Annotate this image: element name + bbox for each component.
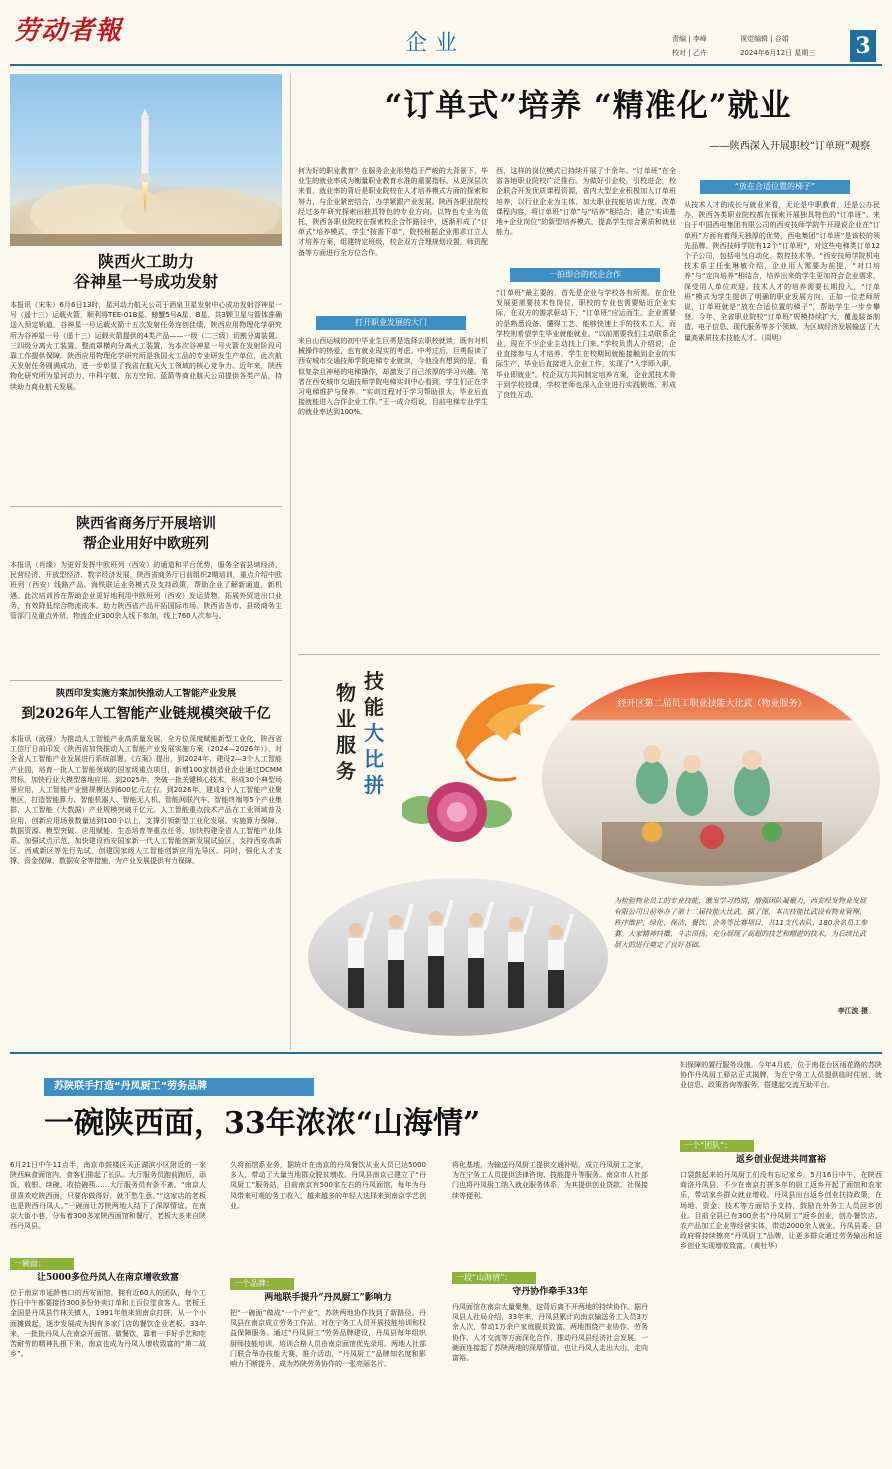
article5-col3: 将化基地，为输送丹凤厨工提供交通补贴，成立丹凤厨工之家，为在宁务工人员提供法律咨询、技能提升等服务。南京市人社部门也将丹凤厨工纳入就业服务体系，为其提供创业贷款、社保接续等便利。 (452, 1161, 648, 1200)
feature-title-col1: 物 业 服 务 (336, 681, 356, 783)
drill-photo (308, 878, 608, 1036)
article5-col3-head: 守丹协作牵手33年 (512, 1287, 588, 1297)
article4-col2-banner: 一拍即合的校企合作 (510, 268, 660, 282)
competition-people-illustration (542, 672, 880, 886)
uniformed-staff-illustration (308, 878, 608, 1036)
header-rule (10, 64, 882, 66)
article5-col1-head: 让5000多位丹凤人在南京增收致富 (36, 1273, 180, 1283)
article5-col4-banner: 一个“团队”： (680, 1140, 754, 1152)
article4-col1-banner: 打开职业发展的大门 (316, 316, 466, 330)
article4-title: “订单式”培养 “精准化”就业 (384, 88, 792, 124)
article4-col3-banner: “放在合适位置的梯子” (700, 180, 850, 194)
article4-col1: 何为好的职业教育？在服务企业形势趋于严峻的大背景下，毕业生的就业率成为衡量职业教育水准的重要指标。从更深层次来看，就业率的背后是职业院校在人才培养模式方面的探索和努力，与企业紧密结合，办学紧跟产业发展。陕西各职业院校经过多年研究探索出独具特色的专业方向。以特色专业为依托，陕西各职业院校在探索校企合作路径中，逐渐形成了“订单式”培养模式，学生“按需下单”，院校根据企业需求订立人才培养方案，组建特定班级，校企双方合理规划设置，师资配备等方面进行全方位合作。 (298, 167, 488, 257)
article5-title: 一碗陕西面，33年浓浓“山海情” (44, 1106, 481, 1141)
editor-credit: 责编 | 李峰 (672, 35, 707, 43)
design-credit: 视觉编辑 | 谷娟 (740, 35, 789, 43)
article5-col3b: 丹凤面馆在南京大量聚集，这背后离不开两地的持续协作。据丹凤县人社局介绍，33年来，丹凤县累计向南京输送务工人员3万余人次，带动1万余户家庭脱贫致富。两地围绕产业协作、劳务协作、人才交流等方面深化合作，推动丹凤县经济社会发展。一碗面连接起了苏陕两地的深厚情谊，也让丹凤人走出大山、走向富裕。 (452, 1303, 648, 1363)
article5-col4: 妇保障的置行服务设施。今年4月底，位于南花台区雨花路的苏陕协作丹凤厨工驿站正式揭牌，为在宁务工人员提供临时住宿、就业信息、政策咨询等服务，搭建起交流互助平台。 (680, 1061, 882, 1090)
article5-col4b: 口袋鼓起来的丹凤厨工们没有忘记家乡。5月16日中午，在陕西商洛丹凤县，不少在南京打拼多年的厨工返乡开起了面馆和农家乐，带动家乡群众就业增收。丹凤县出台返乡创业扶持政策，在场地、资金、技术等方面给予支持，鼓励在外务工人员回乡创业。目前全县已有300余名“丹凤厨工”返乡创业，创办餐饮店、农产品加工企业等经营实体，带动2000余人就业。丹凤县委、县政府将持续擦亮“丹凤厨工”品牌，让更多群众通过劳务输出和返乡创业实现增收致富。（黄杜华） (680, 1171, 882, 1251)
masthead-logo: 劳动者報 (14, 16, 123, 46)
article5-col2: 久将面馆系业务，据统计在南京的丹凤餐饮从业人员已达5000多人，带动了大量当地群众脱贫增收。丹凤县南京已建立了“丹凤厨工”服务站，目前南京有500家左右的丹凤面馆，每年为丹凤带来可观的务工收入，越来越多的年轻人选择来到南京学艺创业。 (230, 1161, 426, 1210)
page-number: 3 (850, 30, 876, 62)
article5-col1-banner: 一碗面： (10, 1258, 74, 1270)
article5-col2b: 把“一碗面”做成“一个产业”，苏陕两地协作找到了新路径。丹凤县在南京成立劳务工作站，对在宁务工人员开展技能培训和权益保障服务。通过“丹凤厨工”劳务品牌建设，丹凤县每年组织厨师技能培训，培训合格人员由南京面馆优先录用。两地人社部门联合举办技能大赛、推介活动，“丹凤厨工”品牌知名度和影响力不断提升，成为苏陕劳务协作的一张亮丽名片。 (230, 1309, 426, 1369)
feature-block (298, 660, 880, 1040)
issue-date: 2024年6月12日 星期三 (740, 49, 816, 57)
article4-col1b: 来自山西运城的初中毕业生巨勇是选择去职校就读，既有对机械操作的热爱，也有就业现实的考虑。中考过后，巨勇报读了西安城市交通技师学院电梯专业就读，今他没有想到的是，看似复杂且神秘的电梯操作，却激发了自己浓厚的学习兴趣。笔者在西安城市交通技师学院电梯实训中心看到，学生们正在学习电梯维护与保养。“实训过程对于学习帮助很大，毕业后直接就能进入合作企业工作。”王一成介绍说，目前电梯专业学生的就业率达到100%。 (298, 337, 488, 417)
article5-col4-head: 返乡创业促进共同富裕 (735, 1155, 826, 1165)
article5-kicker: 苏陕联手打造“丹凤厨工”劳务品牌 (44, 1078, 314, 1096)
divider (298, 654, 880, 655)
article4-subtitle: ——陕西深入开展职校“订单班”观察 (709, 141, 870, 152)
article5-col3-banner: 一段“山海情”： (452, 1272, 536, 1284)
column-divider (290, 74, 291, 1050)
article5-col1b: 位于南京市延龄巷口的西安面馆，拥有近60人的团队，每个工作日中午都要接待300多份外卖订单和上百位堂食客人。老板王金国是丹凤县竹林关镇人，1991年他来到南京打拼，从一个小面摊做起，逐步发展成为拥有多家门店的餐饮企业老板。33年来，一批批丹凤人在南京开面馆、做餐饮，靠着一手好手艺和吃苦耐劳的精神扎根下来，南京也成为丹凤人增收致富的“第二故乡”。 (10, 1289, 206, 1359)
feature-photographer: 李江波 摄 (837, 1007, 868, 1015)
article4-col2b: “订单班”最主要的，首先是企业与学校各有所需。在企业发展更需要技术性岗位，职校的专业也需要贴近企业实际，在双方的需求驱动下，“订单班”应运而生。企业需要的是熟悉设备、懂得工艺、能够快速上手的技术工人，而学校则希望学生毕业就能就业。“以前需要我们主动联系企业，现在不少企业主动找上门来。”学校负责人介绍说，企业直接参与人才培养，学生在校期间就能接触到企业的实际生产，毕业后直接进入企业工作，实现了“入学即入职，毕业即就业”。校企双方共同制定培养方案，企业派技术骨干到学校授课，学校老师也深入企业进行实践锻炼，形成了良性互动。 (496, 289, 676, 400)
section-title: 企业 (404, 31, 465, 56)
article5-col1: 6月21日中午11点半，南京市鼓楼区天正湖滨小区附近的一家陕西麻食面馆内，食客们排起了长队。大厅服务员跑前跑后，添饭、收银、续碗、收拾碗筷……大厅服务员有条不紊。“南京人很喜欢吃陕西面，只要你做得好，就不愁生意。”“这家店的老板也是陕西丹凤人。”一碗面让苏陕两地人结下了深厚情谊。在南京大街小巷，分布着300多家陕西面馆和餐厅，老板大多来自陕西丹凤县。 (10, 1161, 206, 1231)
rocket-illustration (10, 74, 282, 246)
article4-col2: 西，这样的岗位模式已持续开展了十余年。“订单班”在全省各地职业院校广泛推行。为做好引企校，引校进企，校企联合开发优质课程资源，省内大型企业积极加入订单班培养，以行业企业为主体、加大职业技能培训力度，改革课程内容，将订单班“订单”与“培养”相结合，建立“实训基地+企业岗位”的新型培养模式，提高学生综合素质和就业能力。 (496, 167, 676, 237)
proof-credit: 校对 | 乙卉 (672, 49, 707, 57)
section-rule (10, 1052, 882, 1054)
article3-body: 本报讯（武强）为推动人工智能产业高质量发展，全方位深度赋能新型工业化，陕西省工信厅日前印发《陕西省加快推动人工智能产业发展实施方案（2024—2026年）》，对全省人工智能产业发展进行系统部署。《方案》提出，到2024年，建设2—3个人工智能产业园，培育一批人工智能领域的国家级重点项目，新增100家制造业企业通过DCMM贯标，加快行业大模型落地应用。到2025年，突破一批关键核心技术，形成30个典型场景应用，人工智能产业链规模达到600亿元左右。到2026年，建成3个人工智能产业聚集区，打造智能算力、智能机器人、智能无人机、智能网联汽车、智能终端等5个产业集群，人工智能（大数据）产业规模突破千亿元。人工智能重点技术产品在工业领域普及应用，创新应用场景数量达到100个以上，支撑引领新型工业化发展。实施算力保障、数据资源、模型突破、应用赋能、生态培育等重点任务，加快构建全省人工智能产业体系。加强试点示范，加快建设西安国家新一代人工智能创新发展试验区，支持西安高新区、西咸新区等先行先试，创建国家级人工智能创新应用先导区。同时，强化人才支撑、资金保障、数据安全等措施，为产业发展提供有力保障。 (10, 735, 282, 866)
feature-title-col2: 技 能 大 比 拼 (364, 669, 384, 797)
competition-banner-text: 经开区第二届员工职业技能大比武（物业服务） (617, 699, 807, 709)
article3-kicker: 陕西印发实施方案加快推动人工智能产业发展 (55, 689, 236, 699)
article3-title: 到2026年人工智能产业链规模突破千亿 (21, 706, 271, 722)
article4-col3: 从技术人才的成长与就业来看，无论是中职教育，还是公办民办，陕西各类职业院校都在探索开展独具特色的“订单班”。来自于中国西电集团有限公司的西安技师学院牛开现说企业在“订单班”方面有着得天独厚的优势，西电集团“订单班”是该校的领先品牌。陕西技师学院有12个“订单班”，对这些电梯类订单12个子公司，包括电气自动化、数控技术等。“西安技师学院机电技术系主任张琳敏介绍，企业用人需要为前提，“对口培养”与“定向培养”相结合，培养出来的学生更加符合企业需求，深受用人单位欢迎。技术人才的培养需要长期投入，“订单班”模式为学生提供了明确的职业发展方向，正如一位老师所说，订单班就是“放在合适位置的梯子”，帮助学生一步步攀登。今年，全省职业院校“订单班”规模持续扩大，覆盖装备制造、电子信息、现代服务等多个领域，为区域经济发展输送了大量高素质技术技能人才。（周明） (684, 201, 880, 342)
article2-body: 本报讯（肖缘）为更好发挥中欧班列（西安）的通道和平台优势，服务全省县域经济、民营经济、开放型经济、数字经济发展，陕西省商务厅日前组织2期培训，重点介绍中欧班列（西安）线路产品、海铁联运业务模式及支持政策，帮助企业了解新通道、新机遇。此次培训旨在帮助企业更好地利用中欧班列（西安）发运货物，拓展外贸进出口业务，有效降低综合物流成本。助力陕西省产品开拓国际市场。陕西省各市、县级商务主管部门及重点外贸、物流企业300余人线下参加，线上760人次参与。 (10, 561, 282, 621)
article2-title: 陕西省商务厅开展培训 帮企业用好中欧班列 (76, 516, 216, 552)
divider (10, 680, 282, 681)
article1-title: 陕西火工助力 谷神星一号成功发射 (73, 252, 218, 291)
food-carving-flower-icon (402, 770, 512, 860)
competition-photo (542, 672, 880, 886)
article5-col2-head: 两地联手提升“丹凤厨工”影响力 (264, 1293, 392, 1303)
rocket-launch-photo (10, 74, 282, 246)
article5-col2-banner: 一个品牌： (230, 1278, 294, 1290)
article1-body: 本报讯（宋朱）6月6日13时，星河动力航天公司于酒泉卫星发射中心成功发射谷神星一号（遥十三）运载火箭，顺利将TEE-01B星、螃蟹5号A星、B星、共3颗卫星与箭体准确送入预定轨道。谷神星一号运载火箭十五次发射任务连创佳绩，陕西应用物理化学研究所为谷神星一号（遥十三）运载火箭提供的4类产品——一级（二三级）切割分离装置、三四级分离火工装置、整流罩横向分离火工装置，为本次谷神星一号火箭在发射阶段可靠工作提供保障。陕西应用物理化学研究所是我国火工品的专业研发生产单位，此次航天发射任务圆满成功，进一步彰显了我省在航天火工领域的核心竞争力。近年来，陕西物化研究所为星河动力、中科宇航、东方空间、蓝箭等商业航天公司提供各类产品，持续助力商业航天发展。 (10, 301, 282, 391)
divider (10, 506, 282, 507)
feature-caption: 为检验物业员工的专业技能，激发学习热情，增强团队凝聚力，西安经发物业发展有限公司日前举办了第十二届技能大比武。插了图，本次技能比武设有物业管理、秩序维护、绿化、保洁、餐饮、会务等比赛项目，共11支代表队、180余名员工参赛。大家精神抖擞、斗志昂扬，充分展现了高超的技艺和精湛的技术，为后续比武展大的进行奠定了良好基础。 (614, 897, 868, 949)
